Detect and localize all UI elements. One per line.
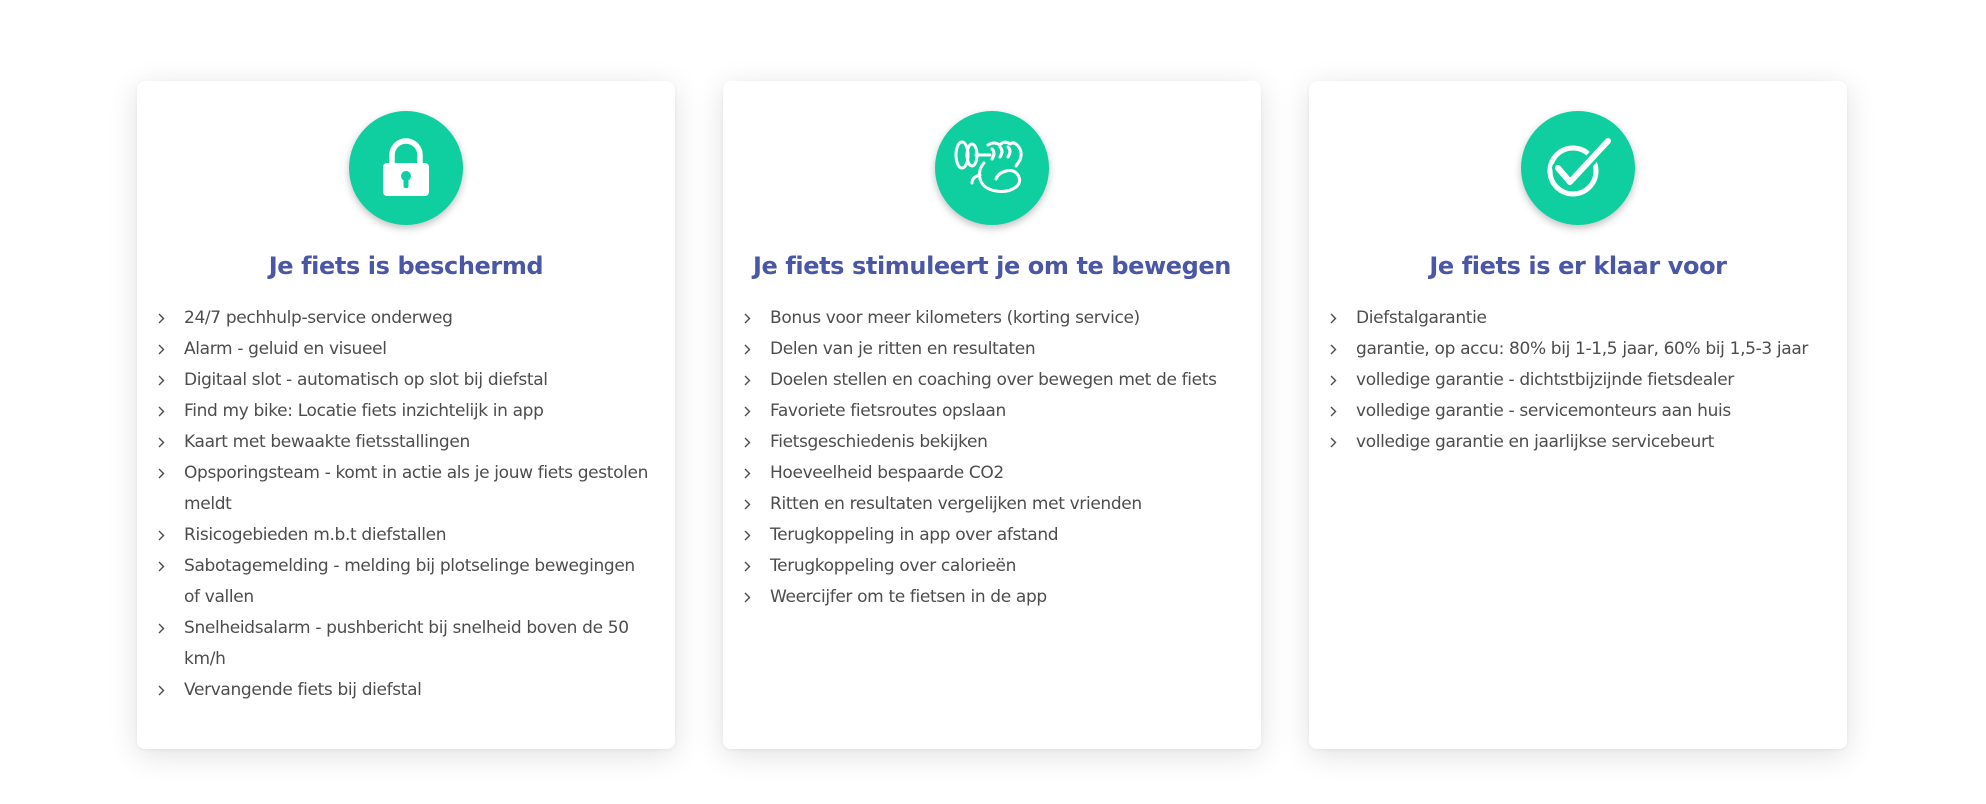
muscle-dumbbell-icon <box>935 111 1049 225</box>
list-item <box>741 303 1237 334</box>
card-title: Je fiets is er klaar voor <box>1429 252 1727 280</box>
chevron-right-icon <box>741 489 753 520</box>
list-item <box>1327 427 1823 458</box>
list-item <box>155 551 651 613</box>
list-item-text: volledige garantie en jaarlijkse servicebeurt <box>1356 432 1714 452</box>
list-item-text: Digitaal slot - automatisch op slot bij diefstal <box>184 370 548 390</box>
list-item <box>741 551 1237 582</box>
feature-list <box>1309 303 1847 458</box>
list-item-text: Alarm - geluid en visueel <box>184 339 387 359</box>
chevron-right-icon <box>741 334 753 365</box>
list-item-text: volledige garantie - dichtstbijzijnde fietsdealer <box>1356 370 1734 390</box>
chevron-right-icon <box>741 365 753 396</box>
card-title: Je fiets stimuleert je om te bewegen <box>752 252 1231 280</box>
chevron-right-icon <box>155 458 167 489</box>
list-item <box>741 427 1237 458</box>
list-item <box>741 365 1237 396</box>
list-item <box>155 365 651 396</box>
chevron-right-icon <box>1327 427 1339 458</box>
list-item <box>741 396 1237 427</box>
list-item-text: Find my bike: Locatie fiets inzichtelijk in app <box>184 401 544 421</box>
list-item-text: Delen van je ritten en resultaten <box>770 339 1036 359</box>
chevron-right-icon <box>155 675 167 706</box>
chevron-right-icon <box>741 427 753 458</box>
list-item-text: Risicogebieden m.b.t diefstallen <box>184 525 447 545</box>
chevron-right-icon <box>741 458 753 489</box>
chevron-right-icon <box>155 520 167 551</box>
list-item <box>741 520 1237 551</box>
list-item <box>741 489 1237 520</box>
chevron-right-icon <box>741 396 753 427</box>
card-exercise <box>723 81 1261 749</box>
feature-cards <box>137 81 1847 749</box>
chevron-right-icon <box>155 396 167 427</box>
checkmark-circle-icon <box>1521 111 1635 225</box>
chevron-right-icon <box>155 427 167 458</box>
list-item-text: Hoeveelheid bespaarde CO2 <box>770 463 1004 483</box>
list-item-text: 24/7 pechhulp-service onderweg <box>184 308 453 328</box>
card-protected <box>137 81 675 749</box>
card-title: Je fiets is beschermd <box>268 252 544 280</box>
feature-list <box>723 303 1261 613</box>
chevron-right-icon <box>1327 396 1339 427</box>
chevron-right-icon <box>1327 303 1339 334</box>
list-item-text: Diefstalgarantie <box>1356 308 1487 328</box>
chevron-right-icon <box>741 303 753 334</box>
chevron-right-icon <box>155 613 167 644</box>
list-item-text: Opsporingsteam - komt in actie als je jouw fiets gestolen meldt <box>184 463 649 514</box>
chevron-right-icon <box>1327 365 1339 396</box>
list-item-text: Sabotagemelding - melding bij plotselinge bewegingen of vallen <box>184 556 635 607</box>
list-item-text: Snelheidsalarm - pushbericht bij snelheid boven de 50 km/h <box>184 618 629 669</box>
list-item <box>1327 396 1823 427</box>
chevron-right-icon <box>155 551 167 582</box>
list-item-text: Doelen stellen en coaching over bewegen met de fiets <box>770 370 1217 390</box>
list-item <box>155 396 651 427</box>
chevron-right-icon <box>155 334 167 365</box>
card-ready <box>1309 81 1847 749</box>
list-item-text: volledige garantie - servicemonteurs aan huis <box>1356 401 1731 421</box>
list-item <box>155 458 651 520</box>
chevron-right-icon <box>1327 334 1339 365</box>
chevron-right-icon <box>741 520 753 551</box>
list-item-text: garantie, op accu: 80% bij 1-1,5 jaar, 60% bij 1,5-3 jaar <box>1356 339 1809 359</box>
list-item <box>741 458 1237 489</box>
list-item-text: Bonus voor meer kilometers (korting service) <box>770 308 1140 328</box>
chevron-right-icon <box>741 582 753 613</box>
list-item <box>155 613 651 675</box>
list-item <box>155 427 651 458</box>
list-item-text: Terugkoppeling over calorieën <box>770 556 1017 576</box>
list-item <box>1327 365 1823 396</box>
list-item <box>1327 334 1823 365</box>
lock-icon <box>349 111 463 225</box>
list-item-text: Vervangende fiets bij diefstal <box>184 680 422 700</box>
list-item <box>155 303 651 334</box>
list-item-text: Terugkoppeling in app over afstand <box>770 525 1059 545</box>
list-item <box>155 520 651 551</box>
list-item <box>155 334 651 365</box>
chevron-right-icon <box>155 303 167 334</box>
list-item-text: Kaart met bewaakte fietsstallingen <box>184 432 470 452</box>
list-item-text: Fietsgeschiedenis bekijken <box>770 432 988 452</box>
list-item <box>741 582 1237 613</box>
list-item <box>1327 303 1823 334</box>
list-item <box>155 675 651 706</box>
feature-list <box>137 303 675 706</box>
list-item-text: Favoriete fietsroutes opslaan <box>770 401 1006 421</box>
list-item-text: Weercijfer om te fietsen in de app <box>770 587 1047 607</box>
list-item-text: Ritten en resultaten vergelijken met vrienden <box>770 494 1142 514</box>
list-item <box>741 334 1237 365</box>
chevron-right-icon <box>741 551 753 582</box>
chevron-right-icon <box>155 365 167 396</box>
